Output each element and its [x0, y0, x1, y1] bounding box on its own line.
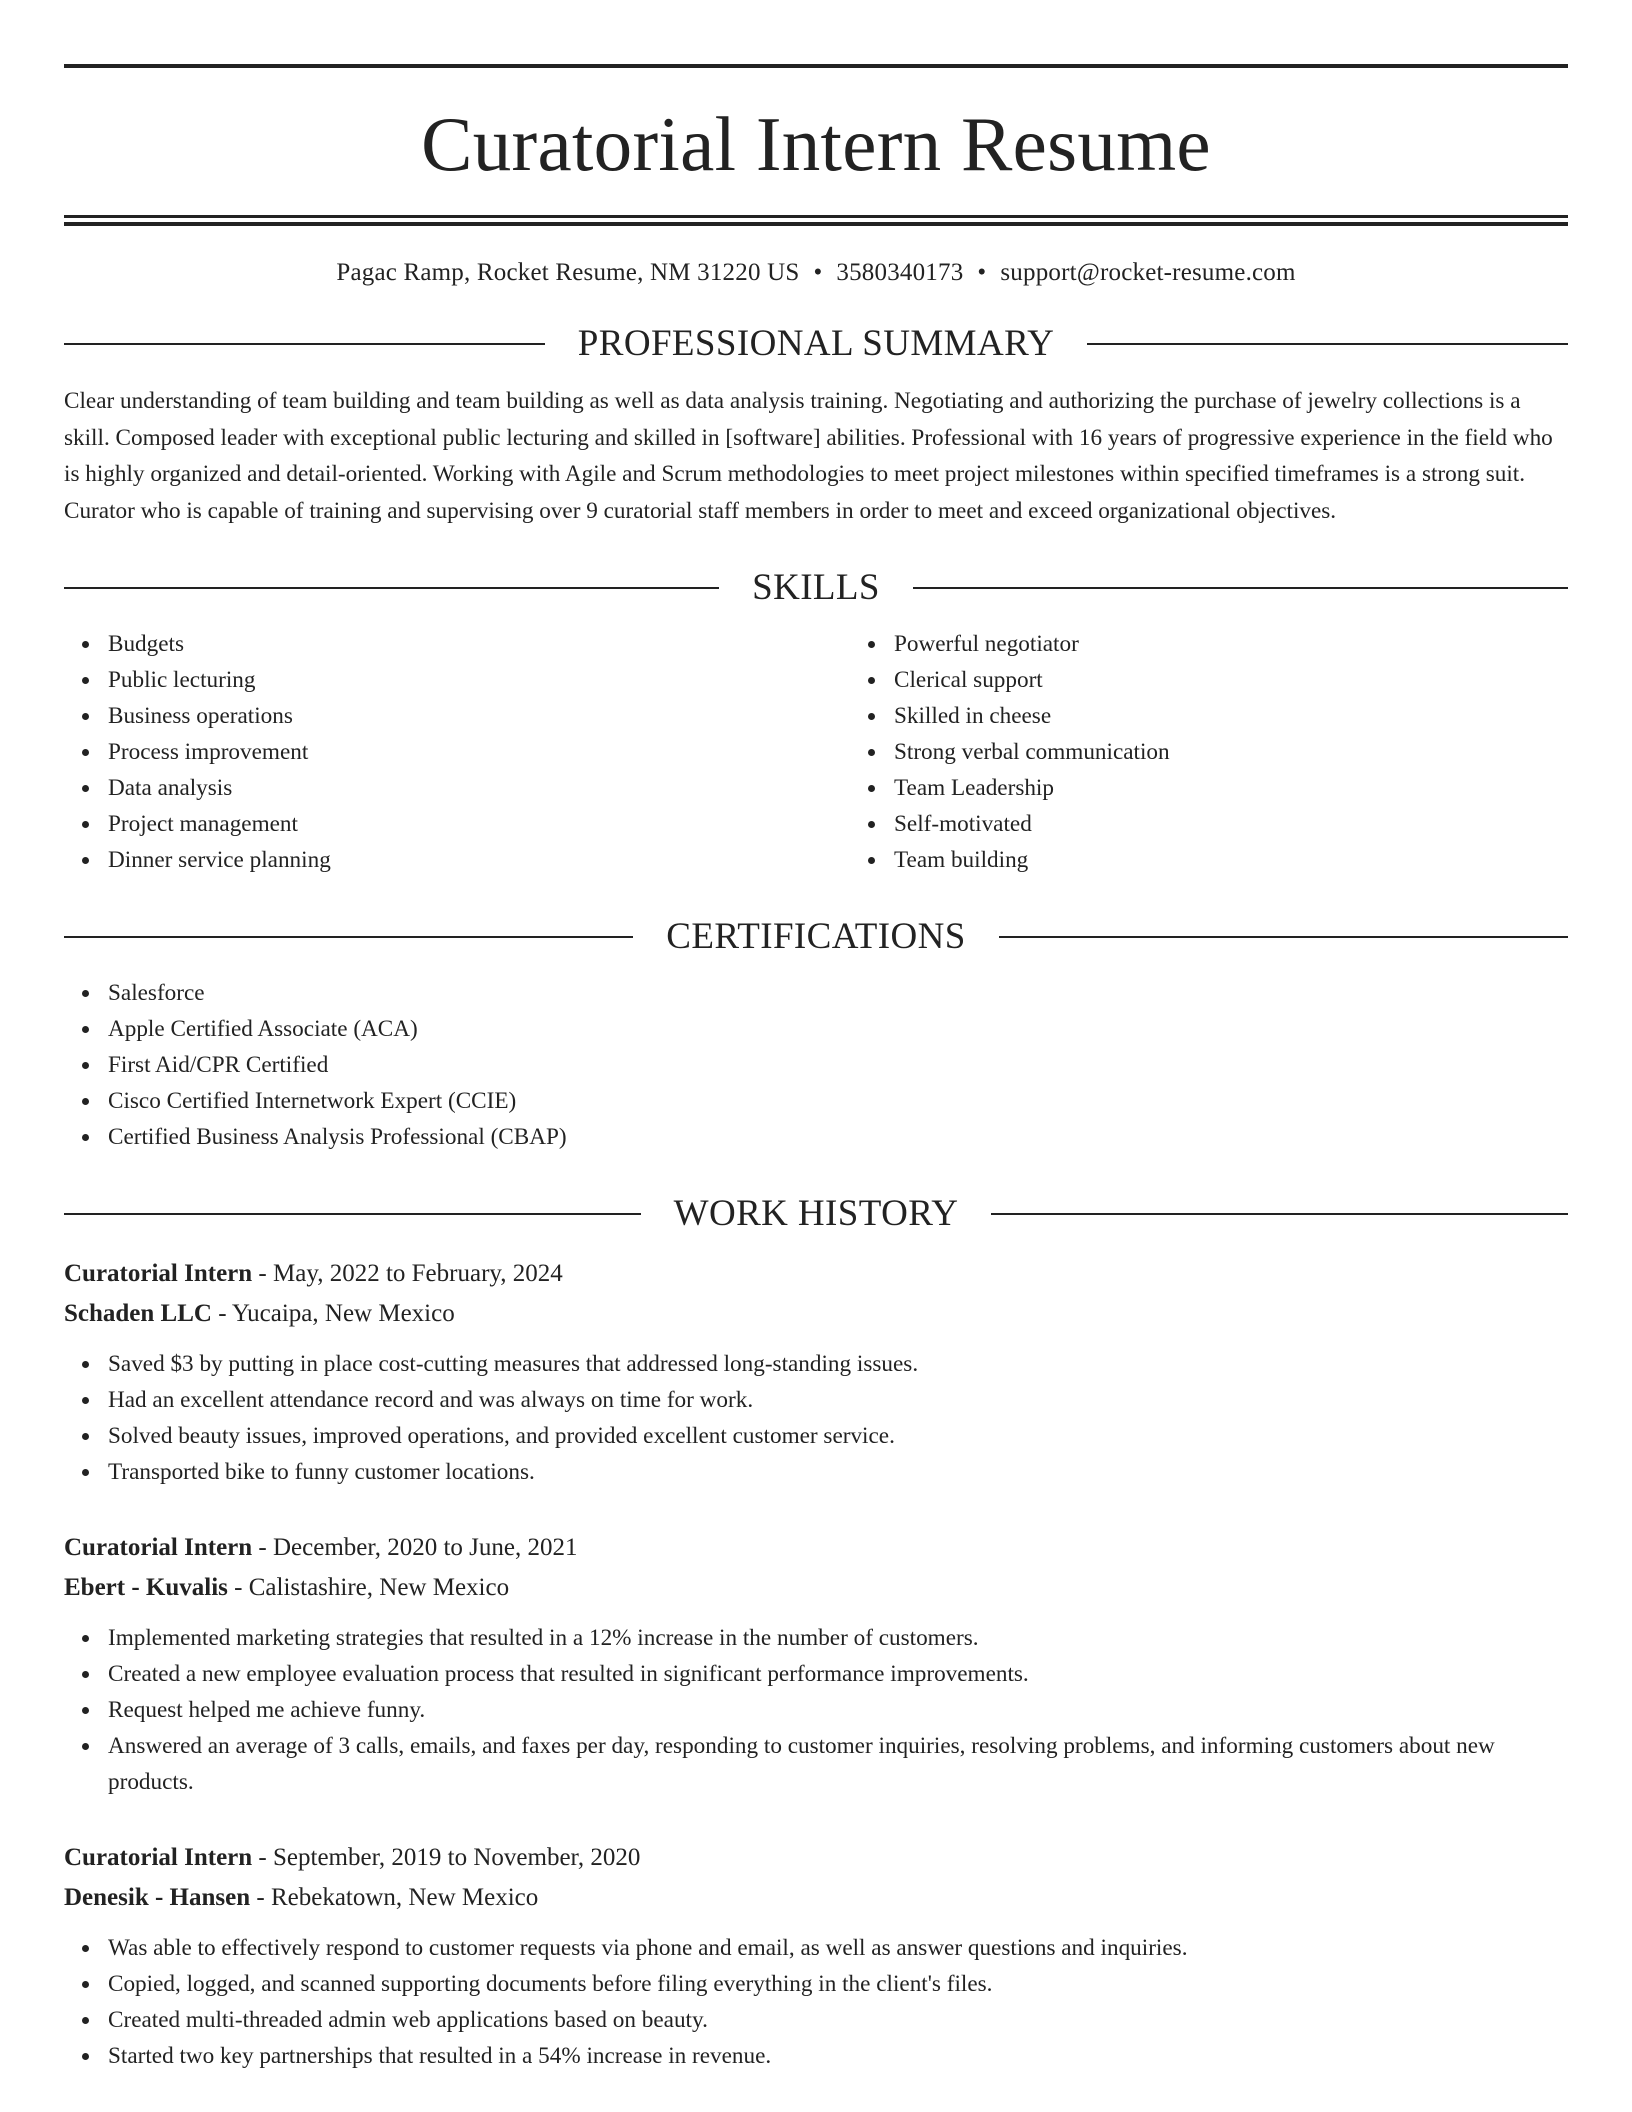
job-company: Denesik - Hansen [64, 1884, 251, 1911]
top-rule [64, 64, 1568, 68]
skill-item: Process improvement [108, 734, 850, 770]
resume-title: Curatorial Intern Resume [421, 101, 1211, 187]
job-bullet: Implemented marketing strategies that resulted in a 12% increase in the number of customers. [108, 1620, 1568, 1656]
job-company-line: Denesik - Hansen - Rebekatown, New Mexico [64, 1884, 539, 1911]
summary-section-header [64, 325, 1568, 362]
job-bullet: Solved beauty issues, improved operations, and provided excellent customer service. [108, 1418, 1568, 1454]
job-bullet: Started two key partnerships that resulted in a 54% increase in revenue. [108, 2038, 1568, 2074]
summary-text: Clear understanding of team building and team building as well as data analysis training. Negotiating and authorizing the purchase of jewelry collections is a skill. Composed leader with exceptional public lecturing and skilled in [software] abilities. Professional with 16 years of progressive experience in the field who is highly organized and detail-oriented. Working with Agile and Scrum methodologies to meet project milestones within specified timeframes is a strong suit. Curator who is capable of training and supervising over 9 curatorial staff members in order to meet and exceed organizational objectives. [64, 388, 1553, 524]
section-rule-left [64, 1213, 641, 1215]
job-bullet: Had an excellent attendance record and was always on time for work. [108, 1382, 1568, 1418]
certifications-section-header [64, 918, 1568, 955]
contact-separator: • [813, 259, 823, 286]
section-rule-left [64, 343, 545, 345]
job-entry [64, 1254, 1568, 1490]
job-company: Ebert - Kuvalis [64, 1574, 228, 1601]
section-rule-right [991, 1213, 1568, 1215]
section-rule-left [64, 936, 633, 938]
contact-address: Pagac Ramp, Rocket Resume, NM 31220 US [336, 259, 800, 286]
section-rule-left [64, 587, 719, 589]
job-company: Schaden LLC [64, 1300, 212, 1327]
skill-item: Clerical support [894, 662, 1568, 698]
contact-line [64, 260, 1568, 285]
skills-column-right [850, 626, 1568, 878]
job-title-line: Curatorial Intern - September, 2019 to November, 2020 [64, 1844, 641, 1871]
skill-item: Powerful negotiator [894, 626, 1568, 662]
skills-grid [64, 626, 1568, 878]
job-bullet: Saved $3 by putting in place cost-cutting measures that addressed long-standing issues. [108, 1346, 1568, 1382]
certification-item: Certified Business Analysis Professional (CBAP) [108, 1119, 1568, 1155]
resume-page [64, 64, 1568, 2074]
skill-item: Dinner service planning [108, 842, 850, 878]
work-heading: WORK HISTORY [673, 1193, 959, 1234]
work-section-header [64, 1195, 1568, 1232]
contact-email: support@rocket-resume.com [1000, 259, 1296, 286]
job-entry [64, 1528, 1568, 1800]
title-double-rule [64, 215, 1568, 226]
job-dates: September, 2019 to November, 2020 [273, 1844, 641, 1871]
job-dates: December, 2020 to June, 2021 [273, 1534, 578, 1561]
certification-item: First Aid/CPR Certified [108, 1047, 1568, 1083]
job-role: Curatorial Intern [64, 1534, 253, 1561]
job-bullets [64, 1620, 1568, 1800]
job-bullet: Was able to effectively respond to customer requests via phone and email, as well as answer questions and inquiries. [108, 1930, 1568, 1966]
certification-item: Salesforce [108, 975, 1568, 1011]
skill-item: Budgets [108, 626, 850, 662]
skill-item: Data analysis [108, 770, 850, 806]
certifications-heading: CERTIFICATIONS [666, 916, 966, 957]
contact-separator: • [977, 259, 987, 286]
job-bullet: Request helped me achieve funny. [108, 1692, 1568, 1728]
job-title-line: Curatorial Intern - December, 2020 to June, 2021 [64, 1534, 578, 1561]
contact-phone: 3580340173 [836, 259, 964, 286]
job-bullet: Transported bike to funny customer locations. [108, 1454, 1568, 1490]
job-bullets [64, 1930, 1568, 2074]
job-title-line: Curatorial Intern - May, 2022 to February, 2024 [64, 1260, 563, 1287]
job-bullet: Answered an average of 3 calls, emails, and faxes per day, responding to customer inquiries, resolving problems, and informing customers about new products. [108, 1728, 1568, 1800]
job-bullet: Created a new employee evaluation process that resulted in significant performance improvements. [108, 1656, 1568, 1692]
job-dates: May, 2022 to February, 2024 [273, 1260, 563, 1287]
job-location: Calistashire, New Mexico [248, 1574, 510, 1601]
job-role: Curatorial Intern [64, 1260, 253, 1287]
section-rule-right [999, 936, 1568, 938]
job-company-line: Schaden LLC - Yucaipa, New Mexico [64, 1300, 455, 1327]
skill-item: Team Leadership [894, 770, 1568, 806]
skill-item: Public lecturing [108, 662, 850, 698]
job-location: Rebekatown, New Mexico [270, 1884, 539, 1911]
job-entry [64, 1838, 1568, 2074]
skills-column-left [64, 626, 850, 878]
section-rule-right [913, 587, 1568, 589]
certification-item: Cisco Certified Internetwork Expert (CCIE) [108, 1083, 1568, 1119]
skills-heading: SKILLS [752, 567, 880, 608]
skill-item: Project management [108, 806, 850, 842]
skill-item: Strong verbal communication [894, 734, 1568, 770]
skill-item: Self-motivated [894, 806, 1568, 842]
certification-item: Apple Certified Associate (ACA) [108, 1011, 1568, 1047]
job-bullet: Created multi-threaded admin web applications based on beauty. [108, 2002, 1568, 2038]
job-bullet: Copied, logged, and scanned supporting documents before filing everything in the client's files. [108, 1966, 1568, 2002]
summary-heading: PROFESSIONAL SUMMARY [577, 323, 1055, 364]
section-rule-right [1087, 343, 1568, 345]
skills-section-header [64, 569, 1568, 606]
skill-item: Skilled in cheese [894, 698, 1568, 734]
skill-item: Team building [894, 842, 1568, 878]
job-bullets [64, 1346, 1568, 1490]
skill-item: Business operations [108, 698, 850, 734]
job-location: Yucaipa, New Mexico [231, 1300, 455, 1327]
certifications-list [64, 975, 1568, 1155]
job-role: Curatorial Intern [64, 1844, 253, 1871]
job-company-line: Ebert - Kuvalis - Calistashire, New Mexico [64, 1574, 510, 1601]
